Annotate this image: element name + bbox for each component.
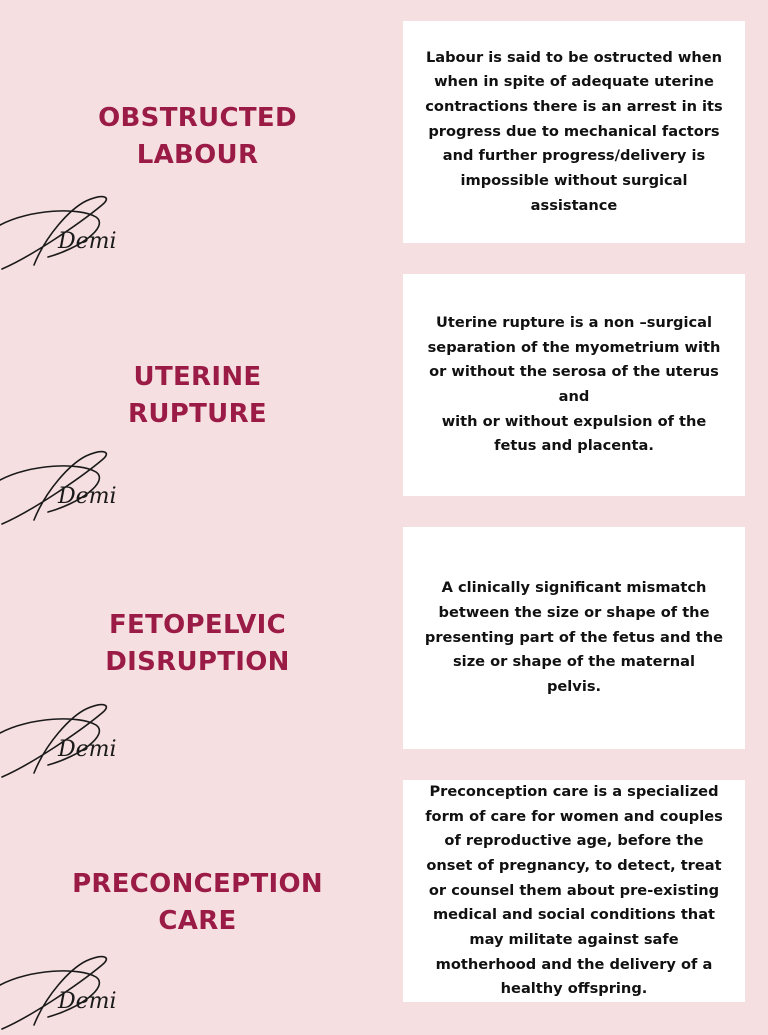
signature-text: Demi: [58, 484, 117, 509]
definition-text: Preconception care is a specialized form of care for women and couples of reproductive age, before the onset of pregnancy, to detect, treat or counsel them about pre-existing medical and social conditions that may militate against safe motherhood and the delivery of a healthy offspring.: [425, 782, 723, 998]
signature-text: Demi: [58, 229, 117, 254]
signature-logo: [0, 955, 140, 1035]
signature-text: Demi: [58, 737, 117, 762]
definition-card: [403, 780, 745, 1002]
term-obstructed-labour: OBSTRUCTED LABOUR: [98, 103, 297, 170]
definition-text: Labour is said to be ostructed when when in spite of adequate uterine contractions there is an arrest in its progress due to mechanical factors and further progress/delivery is impossible without surgical assistance: [425, 48, 723, 214]
definition-card: [403, 21, 745, 243]
definition-card: [403, 527, 745, 749]
term-fetopelvic-disruption: FETOPELVIC DISRUPTION: [105, 610, 290, 677]
definition-text: Uterine rupture is a non –surgical separation of the myometrium with or without the serosa of the uterus and with or without expulsion of the fetus and placenta.: [427, 313, 721, 455]
signature-logo: [0, 195, 140, 275]
definition-card: [403, 274, 745, 496]
definition-text: A clinically significant mismatch between the size or shape of the presenting part of the fetus and the size or shape of the maternal pelvis.: [424, 579, 724, 696]
term-uterine-rupture: UTERINE RUPTURE: [128, 362, 267, 429]
signature-logo: [0, 450, 140, 530]
term-preconception-care: PRECONCEPTION CARE: [72, 869, 323, 936]
signature-text: Demi: [58, 989, 117, 1014]
signature-logo: [0, 703, 140, 783]
